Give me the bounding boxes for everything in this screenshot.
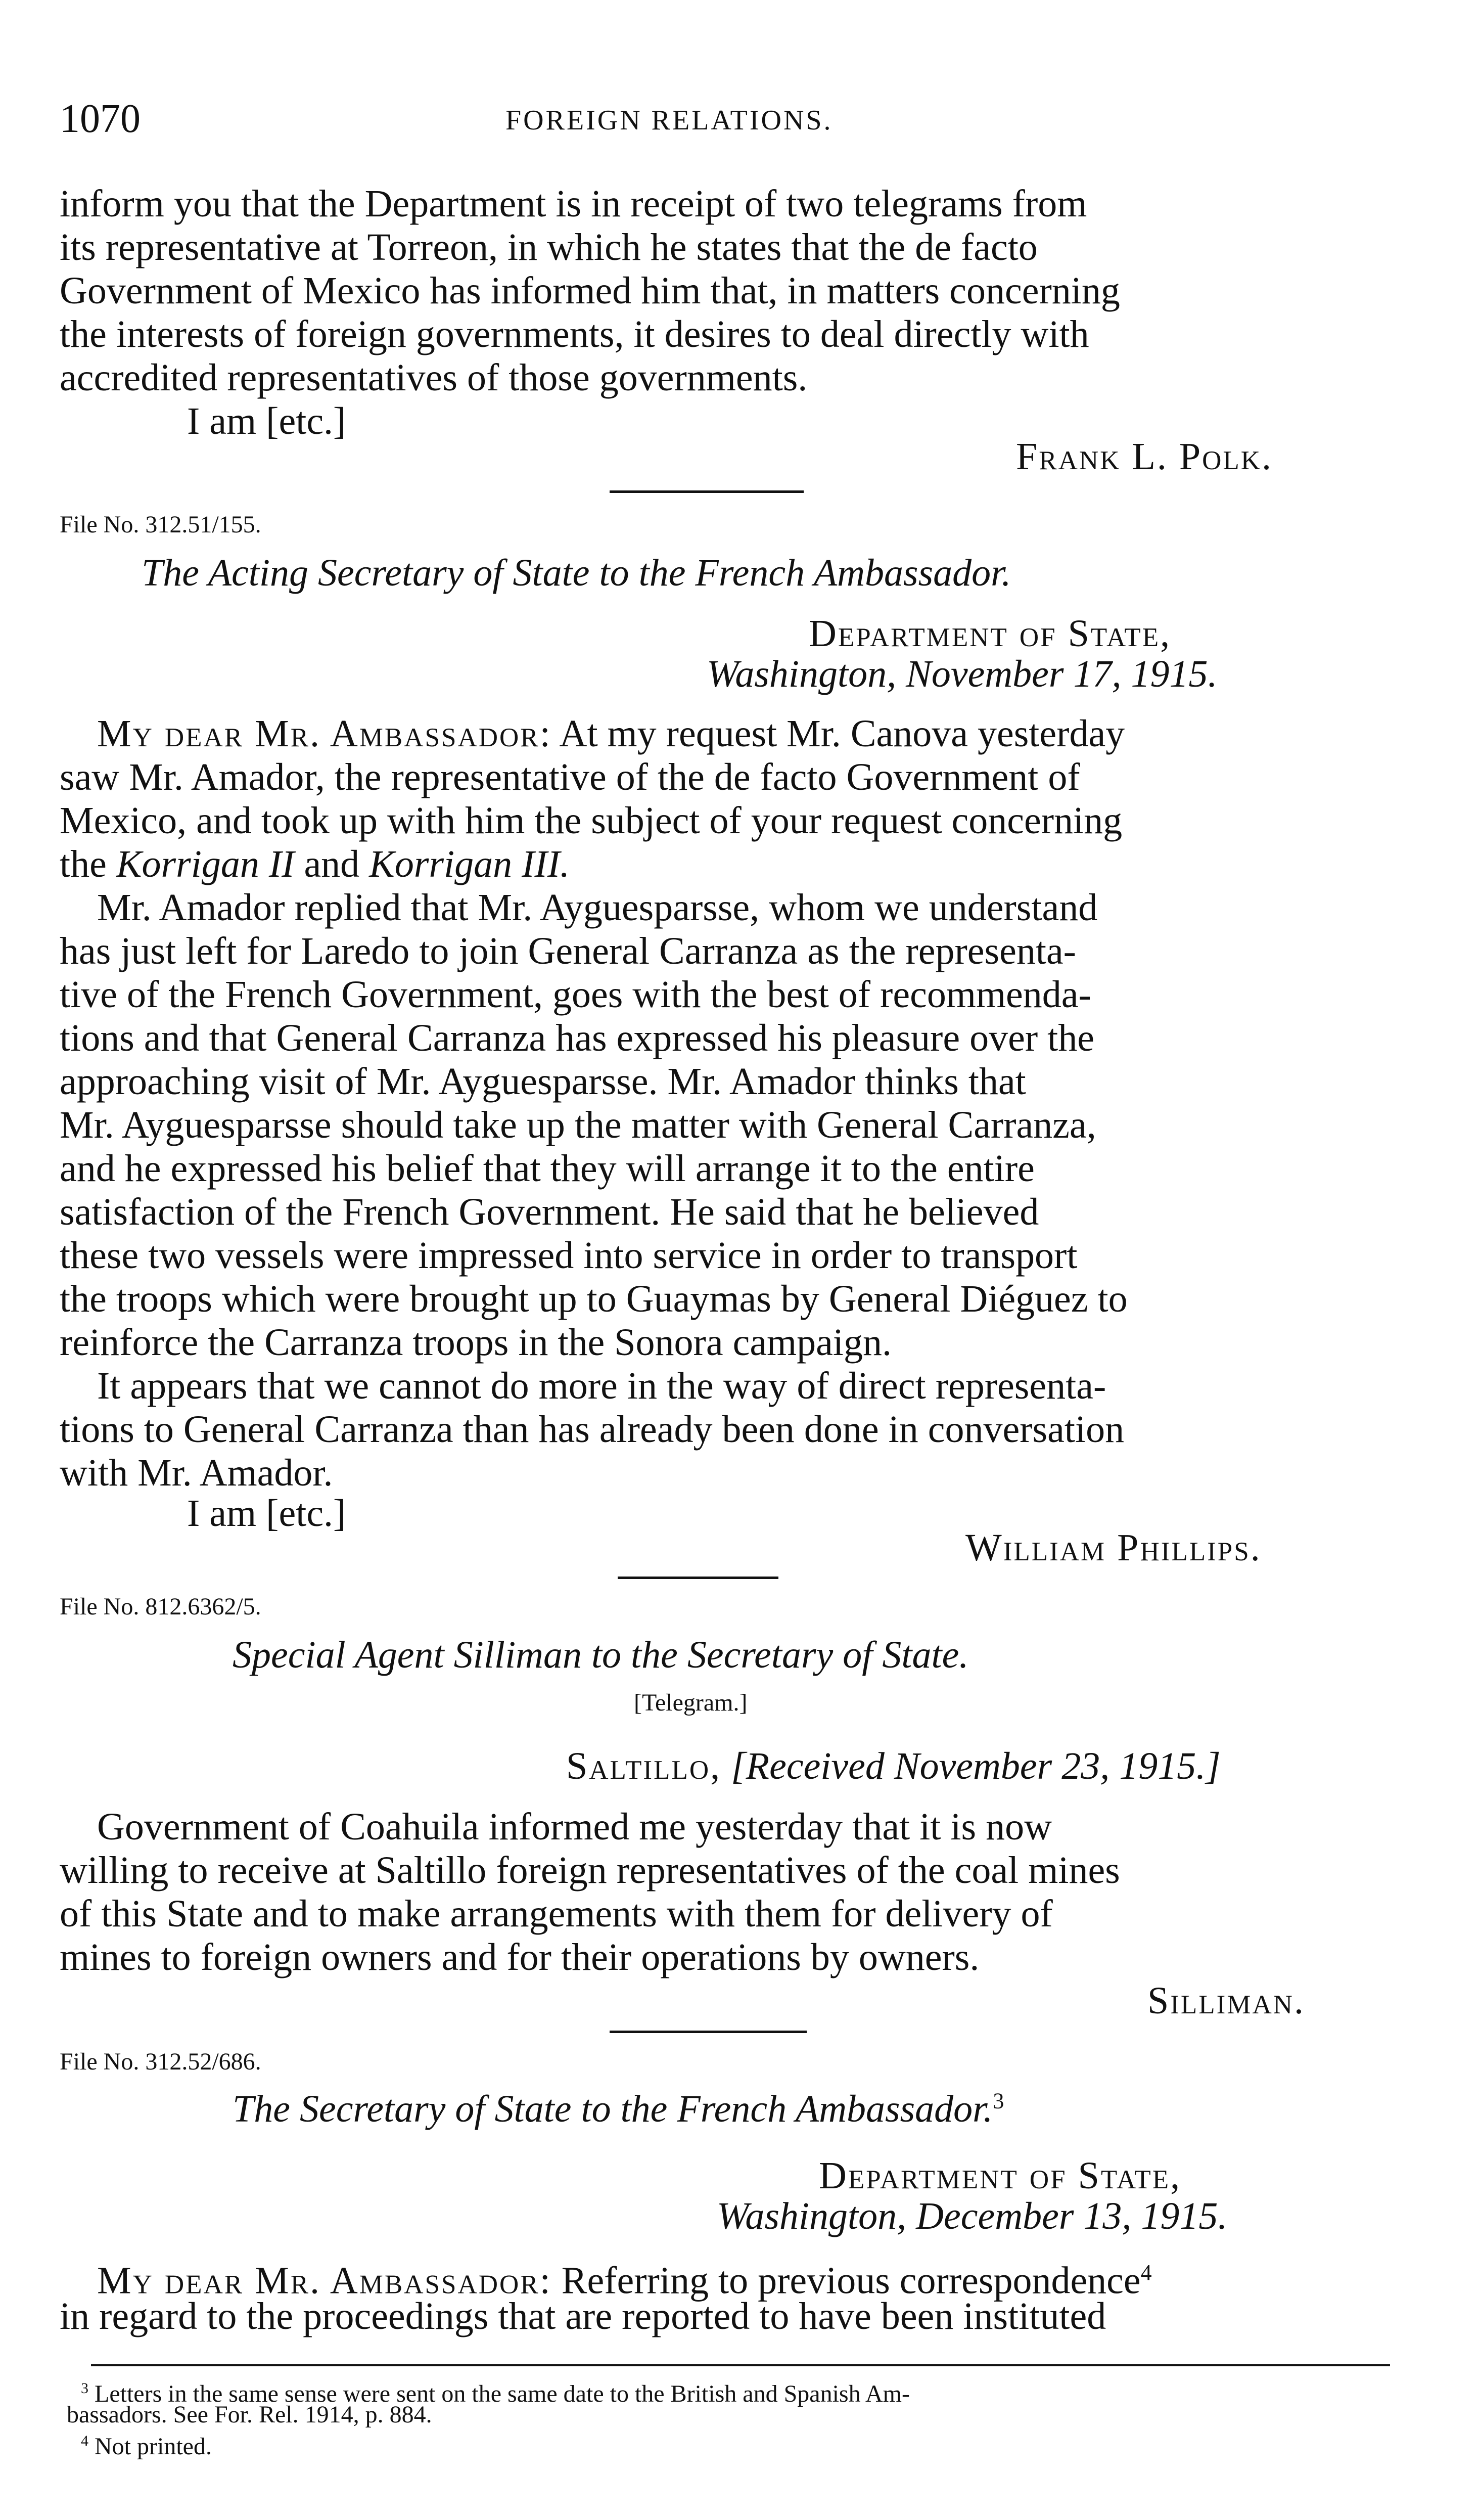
doc2-p1-line-2: saw Mr. Amador, the representative of the de facto Government of [60,756,1080,798]
doc4-date-line: Washington, December 13, 1915. [717,2195,1228,2237]
divider-3 [610,2031,807,2033]
doc2-title: The Acting Secretary of State to the French Ambassador. [142,552,1011,594]
doc2-p2-line-10: the troops which were brought up to Guaymas by General Diéguez to [60,1278,1128,1320]
doc3-line-1: Government of Coahuila informed me yesterday that it is now [97,1806,1052,1848]
doc2-p2-line-1: Mr. Amador replied that Mr. Ayguesparsse, whom we understand [97,886,1098,929]
doc2-ship-1: Korrigan II [116,843,295,885]
block1-line-4: the interests of foreign governments, it desires to deal directly with [60,313,1089,355]
footnote-3-mark: 3 [81,2380,88,2397]
footnote-3-text-1: Letters in the same sense were sent on the same date to the British and Spanish Am- [95,2380,910,2407]
doc3-place: Saltillo, [566,1745,722,1787]
block1-signature: Frank L. Polk. [1016,435,1273,478]
doc4-line-2: in regard to the proceedings that are reported to have been instituted [60,2295,1106,2337]
doc2-p3-line-2: tions to General Carranza than has already been done in conversation [60,1408,1125,1451]
doc4-title: The Secretary of State to the French Ambassador. [233,2088,993,2130]
block1-line-1: inform you that the Department is in receipt of two telegrams from [60,183,1087,225]
doc2-p2-line-7: and he expressed his belief that they will arrange it to the entire [60,1147,1035,1190]
doc2-file-number: File No. 312.51/155. [60,511,261,538]
doc2-p1-line-3: Mexico, and took up with him the subject of your request concerning [60,799,1123,842]
doc2-signature: William Phillips. [965,1526,1262,1569]
doc4-title-footnote-mark: 3 [993,2088,1004,2113]
footnote-rule [91,2364,1390,2366]
doc2-p1-and: and [294,843,369,885]
doc2-p2-line-3: tive of the French Government, goes with the best of recommenda- [60,973,1091,1016]
block1-line-3: Government of Mexico has informed him that, in matters concerning [60,269,1120,312]
doc2-p2-line-6: Mr. Ayguesparsse should take up the matter with General Carranza, [60,1104,1096,1146]
doc2-ship-2: Korrigan III. [369,843,570,885]
doc4-department: Department of State, [819,2154,1182,2197]
doc2-date-line: Washington, November 17, 1915. [707,653,1218,695]
doc2-p1-prefix: the [60,843,116,885]
doc3-received: [Received November 23, 1915.] [731,1745,1221,1787]
doc2-p2-line-11: reinforce the Carranza troops in the Sonora campaign. [60,1321,892,1364]
block1-line-2: its representative at Torreon, in which he states that the de facto [60,226,1038,268]
doc2-p3-line-1: It appears that we cannot do more in the way of direct representa- [97,1365,1106,1407]
doc2-p2-line-5: approaching visit of Mr. Ayguesparsse. Mr. Amador thinks that [60,1060,1026,1103]
doc3-telegram-label: [Telegram.] [634,1689,748,1716]
doc4-footnote-mark: 4 [1140,2260,1152,2285]
doc4-file-number: File No. 312.52/686. [60,2048,261,2075]
divider-1 [610,490,804,493]
doc3-signature: Silliman. [1147,1979,1305,2022]
doc3-title: Special Agent Silliman to the Secretary of State. [233,1634,969,1676]
block1-closing: I am [etc.] [187,400,346,442]
footnote-3-line-2: bassadors. See For. Rel. 1914, p. 884. [67,2401,432,2428]
running-title: FOREIGN RELATIONS. [505,105,833,136]
doc2-p1-line-4 [60,842,570,886]
doc2-closing: I am [etc.] [187,1492,346,1535]
doc2-p2-line-8: satisfaction of the French Government. He said that he believed [60,1191,1039,1233]
doc4-title-line [233,2087,1004,2131]
doc3-dateline [566,1744,1221,1788]
doc2-p1-line-1-text: At my request Mr. Canova yesterday [551,712,1125,755]
doc2-p3-line-3: with Mr. Amador. [60,1452,333,1494]
doc2-p2-line-2: has just left for Laredo to join General Carranza as the representa- [60,930,1076,972]
footnote-4-text: Not printed. [95,2433,212,2460]
page-number: 1070 [60,97,141,141]
doc2-salutation: My dear Mr. Ambassador: [97,712,552,755]
divider-2 [618,1577,778,1579]
block1-line-5: accredited representatives of those governments. [60,356,808,399]
doc3-line-4: mines to foreign owners and for their operations by owners. [60,1936,980,1978]
doc2-p2-line-4: tions and that General Carranza has expressed his pleasure over the [60,1017,1094,1059]
footnote-4 [81,2428,212,2460]
doc3-line-2: willing to receive at Saltillo foreign representatives of the coal mines [60,1849,1120,1892]
doc2-p1-line-1 [97,712,1125,755]
footnote-4-mark: 4 [81,2433,88,2449]
doc2-department: Department of State, [809,612,1172,655]
doc3-file-number: File No. 812.6362/5. [60,1593,261,1620]
doc3-line-3: of this State and to make arrangements with them for delivery of [60,1893,1053,1935]
doc4-salutation: My dear Mr. Ambassador: [97,2259,552,2302]
doc4-line-1-text: Referring to previous correspondence [551,2259,1141,2302]
doc2-p2-line-9: these two vessels were impressed into service in order to transport [60,1234,1078,1277]
